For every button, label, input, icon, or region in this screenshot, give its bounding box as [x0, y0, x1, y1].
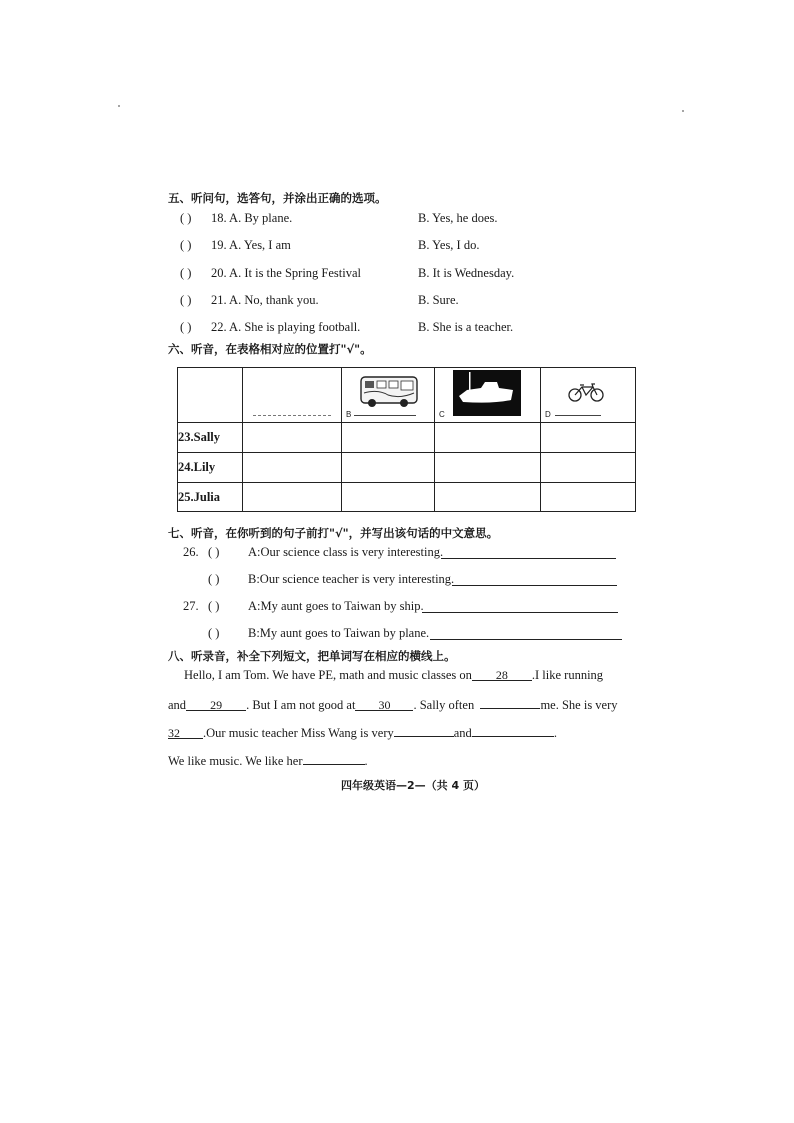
passage-line-4 — [168, 752, 368, 769]
passage-text: . — [364, 754, 368, 768]
blank-30[interactable]: 30 — [355, 698, 413, 711]
table-header-row — [178, 368, 636, 423]
row-label: 23.Sally — [178, 423, 243, 453]
answer-paren[interactable]: ( ) — [180, 293, 192, 307]
translation-line[interactable] — [452, 572, 617, 586]
caption-line — [555, 415, 601, 416]
page-footer: 四年级英语—2—（共 4 页） — [341, 779, 485, 792]
passage-text: We like music. We like her — [168, 754, 303, 768]
option-a: 20. A. It is the Spring Festival — [211, 266, 361, 280]
check-cell[interactable] — [342, 423, 435, 453]
picture-label-d: D — [545, 410, 551, 419]
blank-28[interactable]: 28 — [472, 668, 532, 681]
blank-35[interactable] — [303, 752, 365, 765]
option-b: B. Yes, I do. — [418, 238, 480, 252]
option-b: B. It is Wednesday. — [418, 266, 515, 280]
check-paren[interactable]: ( ) — [208, 599, 220, 613]
check-cell[interactable] — [541, 453, 636, 483]
translation-line[interactable] — [430, 626, 622, 640]
scan-speck — [118, 105, 120, 107]
scan-speck — [682, 110, 684, 112]
passage-text: Hello, I am Tom. We have PE, math and music classes on — [184, 668, 472, 682]
option-b: B. Sure. — [418, 293, 459, 307]
passage-text: me. She is very — [540, 698, 618, 712]
picture-cell-a — [243, 368, 342, 423]
blank-31[interactable] — [480, 696, 540, 709]
translation-line[interactable] — [441, 545, 616, 559]
option-b: B. She is a teacher. — [418, 320, 514, 334]
picture-cell-c — [435, 368, 541, 423]
row-label: 24.Lily — [178, 453, 243, 483]
option-b: B. Yes, he does. — [418, 211, 498, 225]
option-a: 18. A. By plane. — [211, 211, 293, 225]
picture-label-c: C — [439, 410, 445, 419]
passage-text: and — [168, 698, 187, 712]
sentence-option: B:My aunt goes to Taiwan by plane. — [248, 626, 430, 640]
answer-paren[interactable]: ( ) — [180, 238, 192, 252]
check-cell[interactable] — [342, 483, 435, 512]
section5-title: 五、听问句，选答句，并涂出正确的选项。 — [168, 191, 387, 205]
check-cell[interactable] — [243, 423, 342, 453]
option-a: 19. A. Yes, I am — [211, 238, 291, 252]
blank-29[interactable]: 29 — [186, 698, 246, 711]
row-label: 25.Julia — [178, 483, 243, 512]
check-paren[interactable]: ( ) — [208, 545, 220, 559]
table-corner-cell — [178, 368, 243, 423]
picture-cell-b — [342, 368, 435, 423]
question-number: 26. — [183, 545, 199, 559]
answer-paren[interactable]: ( ) — [180, 266, 192, 280]
check-cell[interactable] — [243, 453, 342, 483]
passage-text: and — [453, 726, 472, 740]
picture-label-b: B — [346, 410, 352, 419]
ship-icon — [453, 370, 521, 416]
check-cell[interactable] — [541, 483, 636, 512]
check-cell[interactable] — [541, 423, 636, 453]
bus-icon — [358, 373, 420, 411]
table-row — [178, 423, 636, 453]
passage-text: . But I am not good at — [246, 698, 356, 712]
passage-text: .Our music teacher Miss Wang is very — [203, 726, 394, 740]
passage-text: .I like running — [531, 668, 604, 682]
picture-cell-d — [541, 368, 636, 423]
table-row — [178, 483, 636, 512]
passage-text: . Sally often — [413, 698, 475, 712]
check-cell[interactable] — [243, 483, 342, 512]
sentence-option: B:Our science teacher is very interesting. — [248, 572, 455, 586]
blank-33[interactable] — [394, 724, 454, 737]
check-paren[interactable]: ( ) — [208, 626, 220, 640]
check-cell[interactable] — [435, 483, 541, 512]
caption-line — [253, 415, 331, 416]
check-cell[interactable] — [435, 423, 541, 453]
sentence-option: A:Our science class is very interesting. — [248, 545, 444, 559]
section6-title: 六、听音，在表格相对应的位置打"√"。 — [168, 342, 372, 356]
passage-line-2 — [168, 696, 618, 713]
passage-line-3 — [168, 724, 557, 741]
blank-34[interactable] — [472, 724, 554, 737]
passage-line-1 — [184, 668, 603, 683]
answer-paren[interactable]: ( ) — [180, 211, 192, 225]
caption-line — [354, 415, 416, 416]
blank-32[interactable]: 32 — [168, 726, 203, 739]
question-number: 27. — [183, 599, 199, 613]
passage-text: . — [553, 726, 557, 740]
answer-paren[interactable]: ( ) — [180, 320, 192, 334]
section8-title: 八、听录音，补全下列短文，把单词写在相应的横线上。 — [168, 649, 456, 663]
check-cell[interactable] — [435, 453, 541, 483]
bicycle-icon — [567, 382, 605, 402]
listening-table — [177, 367, 636, 512]
translation-line[interactable] — [422, 599, 618, 613]
sentence-option: A:My aunt goes to Taiwan by ship. — [248, 599, 424, 613]
check-cell[interactable] — [342, 453, 435, 483]
table-row — [178, 453, 636, 483]
option-a: 21. A. No, thank you. — [211, 293, 319, 307]
option-a: 22. A. She is playing football. — [211, 320, 361, 334]
check-paren[interactable]: ( ) — [208, 572, 220, 586]
section7-title: 七、听音，在你听到的句子前打"√"，并写出该句话的中文意思。 — [168, 526, 499, 540]
